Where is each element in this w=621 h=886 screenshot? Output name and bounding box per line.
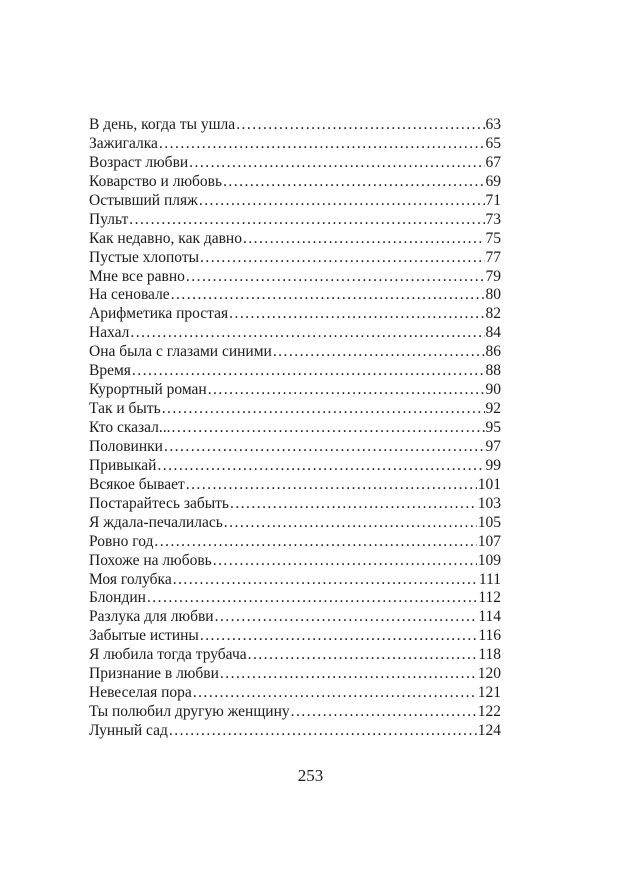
toc-dot-leader: [193, 684, 477, 703]
toc-dot-leader: [186, 476, 477, 495]
toc-dot-leader: [171, 286, 485, 305]
toc-dot-leader: [223, 173, 484, 192]
toc-entry-title: Ты полюбил другую женщину: [89, 703, 290, 721]
toc-entry-page: 92: [485, 400, 501, 418]
toc-entry-page: 95: [485, 419, 501, 436]
toc-entry: [89, 665, 501, 684]
toc-entry-page: 114: [478, 608, 501, 626]
toc-entry-page: 69: [485, 172, 501, 190]
toc-entry-title: Ровно год: [89, 532, 154, 550]
toc-entry-title: В день, когда ты ушла: [89, 116, 236, 133]
toc-entry-title: Постарайтесь забыть: [89, 494, 229, 512]
toc-dot-leader: [220, 665, 477, 684]
toc-entry-title: Я любила тогда трубача: [89, 646, 247, 664]
toc-entry-page: 90: [485, 381, 501, 399]
toc-dot-leader: [215, 608, 478, 627]
toc-entry-page: 99: [485, 456, 501, 474]
toc-entry-page: 103: [477, 494, 501, 512]
toc-entry: [89, 495, 501, 514]
toc-entry-page: 101: [477, 475, 501, 493]
toc-dot-leader: [169, 722, 477, 741]
toc-dot-leader: [159, 135, 485, 154]
toc-entry-title: Признание в любви: [89, 665, 219, 683]
toc-entry: [89, 343, 501, 362]
toc-dot-leader: [189, 154, 484, 173]
toc-entry: [89, 116, 501, 135]
toc-entry: [89, 362, 501, 381]
toc-entry: [89, 514, 501, 533]
toc-entry-title: Нахал: [89, 324, 130, 342]
toc-entry-page: 63: [485, 116, 501, 133]
toc-entry-title: Забытые истины: [89, 627, 199, 645]
toc-entry-title: Кто сказал...: [89, 419, 171, 436]
toc-entry-title: Зажигалка: [89, 134, 158, 152]
toc-entry-title: Невеселая пора: [89, 684, 192, 702]
toc-entry-page: 121: [477, 684, 501, 702]
toc-entry-page: 80: [485, 286, 501, 304]
toc-entry-page: 107: [477, 532, 501, 550]
toc-entry-page: 124: [477, 722, 501, 739]
toc-dot-leader: [200, 249, 484, 268]
toc-entry: [89, 703, 501, 722]
toc-entry: [89, 438, 501, 457]
toc-dot-leader: [154, 533, 476, 552]
toc-entry-page: 109: [477, 551, 501, 569]
toc-dot-leader: [224, 514, 477, 533]
toc-entry: [89, 722, 501, 741]
toc-entry-title: Арифметика простая: [89, 305, 229, 323]
toc-dot-leader: [199, 192, 485, 211]
toc-entry: [89, 552, 501, 571]
toc-entry-page: 116: [478, 627, 501, 645]
toc-entry-title: Время: [89, 362, 131, 380]
toc-entry: [89, 400, 501, 419]
toc-entry-page: 122: [477, 703, 501, 721]
toc-entry-title: Курортный роман: [89, 381, 207, 399]
toc-entry-title: Разлука для любви: [89, 608, 214, 626]
toc-dot-leader: [229, 305, 484, 324]
toc-entry: [89, 211, 501, 230]
toc-entry-title: Пульт: [89, 210, 129, 228]
toc-entry-title: Как недавно, как давно: [89, 229, 242, 247]
toc-dot-leader: [273, 343, 485, 362]
toc-entry: [89, 192, 501, 211]
toc-dot-leader: [186, 268, 485, 287]
toc-entry-page: 65: [485, 134, 501, 152]
toc-dot-leader: [208, 381, 485, 400]
toc-dot-leader: [213, 552, 477, 571]
toc-entry: [89, 571, 501, 590]
toc-entry-page: 84: [485, 324, 501, 342]
toc-dot-leader: [173, 571, 478, 590]
toc-entry-title: Привыкай: [89, 456, 157, 474]
toc-entry-page: 79: [485, 267, 501, 285]
toc-entry: [89, 589, 501, 608]
toc-dot-leader: [248, 646, 478, 665]
toc-entry-page: 67: [485, 153, 501, 171]
toc-entry-title: Я ждала-печалилась: [89, 513, 223, 531]
toc-entry: [89, 324, 501, 343]
toc-entry-title: Она была с глазами синими: [89, 343, 272, 361]
toc-entry-page: 75: [485, 229, 501, 247]
toc-dot-leader: [243, 230, 485, 249]
toc-dot-leader: [291, 703, 477, 722]
toc-dot-leader: [172, 419, 485, 438]
toc-entry: [89, 608, 501, 627]
toc-entry-page: 88: [485, 362, 501, 380]
toc-entry-page: 120: [477, 665, 501, 683]
toc-dot-leader: [130, 324, 484, 343]
toc-entry: [89, 457, 501, 476]
toc-entry: [89, 268, 501, 287]
toc-entry-title: Остывший пляж: [89, 191, 198, 209]
toc-entry: [89, 135, 501, 154]
toc-entry-title: Мне все равно: [89, 267, 185, 285]
toc-entry-page: 71: [485, 191, 501, 209]
toc-entry: [89, 533, 501, 552]
toc-entry-title: Возраст любви: [89, 153, 189, 171]
toc-entry-title: Блондин: [89, 589, 146, 607]
toc-entry-page: 112: [478, 589, 501, 607]
toc-entry-page: 97: [485, 437, 501, 455]
toc-entry: [89, 230, 501, 249]
toc-entry-title: Всякое бывает: [89, 475, 185, 493]
page-number: 253: [297, 766, 324, 785]
toc-entry: [89, 646, 501, 665]
toc-entry: [89, 286, 501, 305]
toc-dot-leader: [164, 438, 485, 457]
toc-dot-leader: [132, 362, 485, 381]
toc-entry: [89, 476, 501, 495]
toc-entry-title: Моя голубка: [89, 570, 172, 588]
toc-entry-page: 118: [478, 646, 501, 664]
toc-dot-leader: [162, 400, 485, 419]
toc-dot-leader: [230, 495, 477, 514]
toc-entry: [89, 249, 501, 268]
toc-entry-page: 73: [485, 210, 501, 228]
toc-dot-leader: [236, 116, 484, 135]
toc-entry-title: На сеновале: [89, 286, 170, 304]
toc-entry-title: Коварство и любовь: [89, 172, 223, 190]
toc-dot-leader: [129, 211, 484, 230]
table-of-contents: [89, 116, 501, 741]
toc-entry: [89, 419, 501, 438]
toc-entry-title: Пустые хлопоты: [89, 248, 200, 266]
toc-entry: [89, 305, 501, 324]
toc-dot-leader: [147, 589, 477, 608]
toc-entry: [89, 154, 501, 173]
toc-entry-page: 82: [485, 305, 501, 323]
toc-entry-title: Лунный сад: [89, 722, 168, 739]
toc-entry-title: Так и быть: [89, 400, 161, 418]
toc-entry-page: 111: [478, 570, 501, 588]
toc-entry-title: Половинки: [89, 437, 163, 455]
toc-entry: [89, 173, 501, 192]
toc-entry-page: 105: [477, 513, 501, 531]
toc-entry: [89, 381, 501, 400]
toc-entry-page: 77: [485, 248, 501, 266]
toc-entry-page: 86: [485, 343, 501, 361]
toc-dot-leader: [157, 457, 484, 476]
toc-entry: [89, 627, 501, 646]
toc-dot-leader: [200, 627, 477, 646]
toc-entry-title: Похоже на любовь: [89, 551, 212, 569]
toc-entry: [89, 684, 501, 703]
